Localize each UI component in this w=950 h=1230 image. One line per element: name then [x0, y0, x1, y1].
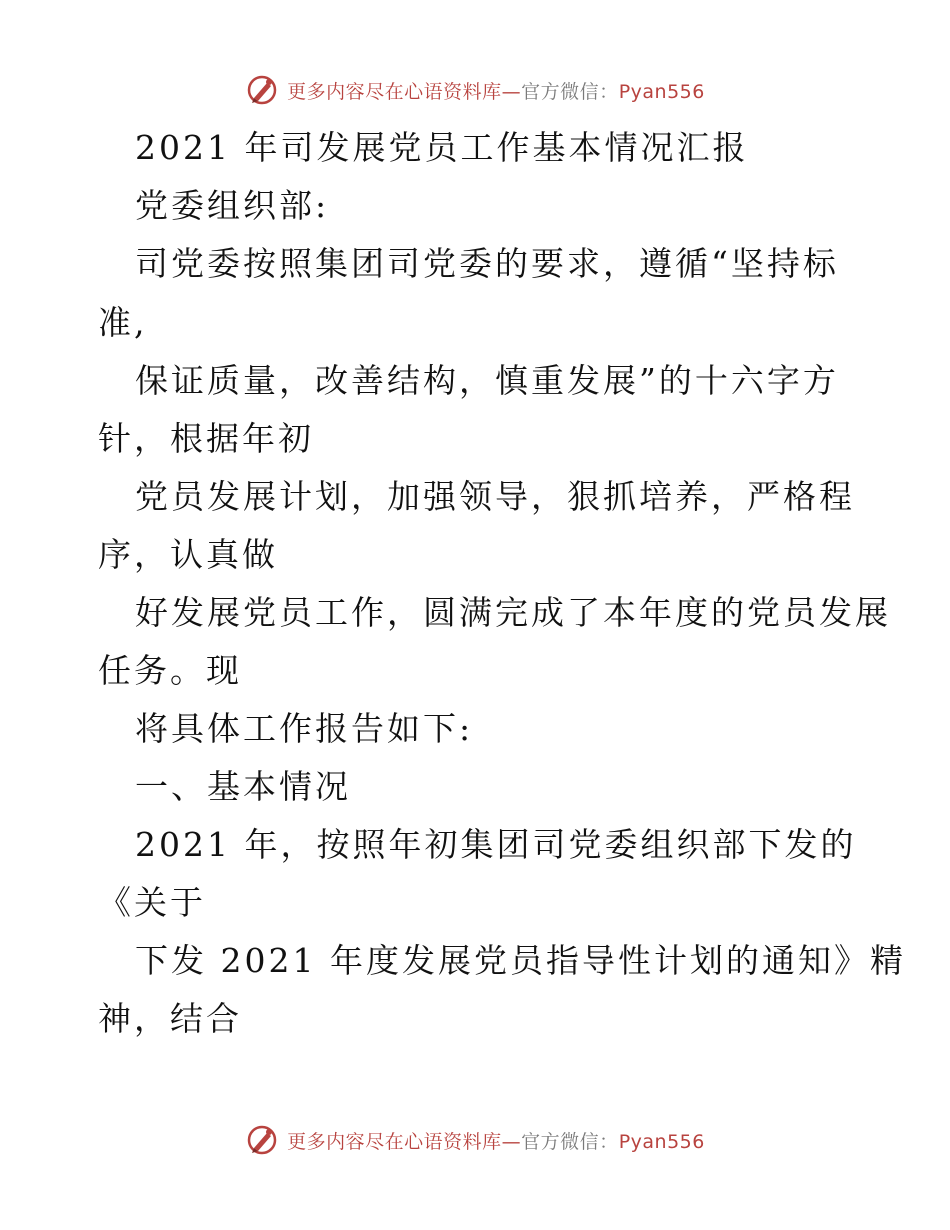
footer-banner: [0, 1120, 950, 1160]
paragraph-line: 序，认真做: [98, 535, 278, 574]
wechat-id: Pyan556: [618, 80, 705, 103]
pen-logo-icon: [245, 73, 279, 107]
paragraph-line: 任务。现: [98, 651, 242, 690]
banner-text: 更多内容尽在心语资料库—官方微信：Pyan556: [287, 80, 705, 103]
paragraph-line: 《关于: [98, 883, 206, 922]
paragraph-line: 司党委按照集团司党委的要求，遵循“坚持标: [135, 244, 839, 283]
paragraph-line: 下发 2021 年度发展党员指导性计划的通知》精: [135, 941, 906, 980]
paragraph-line: 党员发展计划，加强领导，狠抓培养，严格程: [135, 477, 855, 516]
header-banner: [0, 70, 950, 110]
pen-logo-icon: [245, 1123, 279, 1157]
paragraph-line: 好发展党员工作，圆满完成了本年度的党员发展: [135, 593, 891, 632]
section-heading: 一、基本情况: [135, 767, 351, 806]
paragraph-line: 保证质量，改善结构，慎重发展”的十六字方: [135, 361, 839, 400]
recipient-line: 党委组织部:: [135, 186, 330, 225]
paragraph-line: 2021 年，按照年初集团司党委组织部下发的: [135, 825, 857, 864]
paragraph-line: 神，结合: [98, 999, 242, 1038]
wechat-label: 官方微信：: [521, 80, 619, 103]
banner-text: 更多内容尽在心语资料库—官方微信：Pyan556: [287, 1130, 705, 1153]
wechat-label: 官方微信：: [521, 1130, 619, 1153]
paragraph-line: 将具体工作报告如下:: [135, 709, 474, 748]
wechat-id: Pyan556: [618, 1130, 705, 1153]
document-title: 2021 年司发展党员工作基本情况汇报: [135, 128, 749, 167]
paragraph-line: 准,: [98, 303, 148, 342]
paragraph-line: 针，根据年初: [98, 419, 314, 458]
